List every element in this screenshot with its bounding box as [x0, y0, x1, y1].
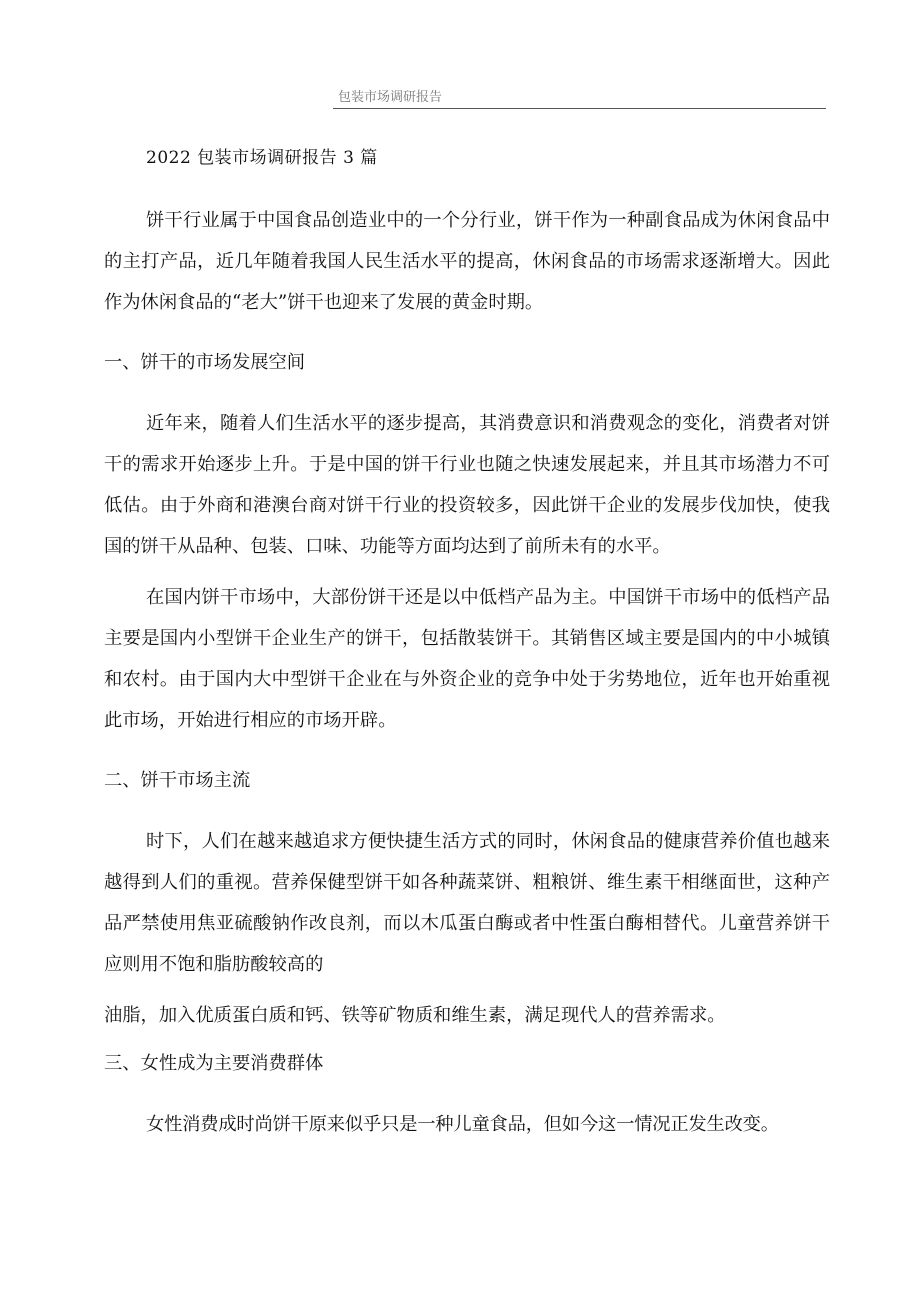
section-2-paragraph-2: 油脂，加入优质蛋白质和钙、铁等矿物质和维生素，满足现代人的营养需求。	[104, 1005, 726, 1026]
section-1-paragraph-1: 近年来，随着人们生活水平的逐步提高，其消费意识和消费观念的变化，消费者对饼干的需求开始逐步上升。于是中国的饼干行业也随之快速发展起来，并且其市场潜力不可低估。由于外商和港澳台商对饼干行业的投资较多，因此饼干企业的发展步伐加快，使我国的饼干从品种、包装、口味、功能等方面均达到了前所未有的水平。	[104, 413, 830, 557]
header-title: 包装市场调研报告	[338, 90, 443, 105]
section-3-heading: 三、女性成为主要消费群体	[104, 1053, 324, 1074]
header-rule	[333, 108, 826, 109]
section-2-paragraph-1: 时下，人们在越来越追求方便快捷生活方式的同时，休闲食品的健康营养价值也越来越得到人们的重视。营养保健型饼干如各种蔬菜饼、粗粮饼、维生素干相继面世，这种产品严禁使用焦亚硫酸钠作改良剂，而以木瓜蛋白酶或者中性蛋白酶相替代。儿童营养饼干应则用不饱和脂肪酸较高的	[104, 831, 830, 975]
section-1-heading: 一、饼干的市场发展空间	[104, 352, 306, 373]
section-3-paragraph-1: 女性消费成时尚饼干原来似乎只是一种儿童食品，但如今这一情况正发生改变。	[146, 1114, 779, 1135]
document-title: 2022 包装市场调研报告 3 篇	[146, 148, 378, 168]
page-header	[0, 88, 920, 110]
intro-paragraph: 饼干行业属于中国食品创造业中的一个分行业，饼干作为一种副食品成为休闲食品中的主打产品，近几年随着我国人民生活水平的提高，休闲食品的市场需求逐渐增大。因此作为休闲食品的“老大”饼干也迎来了发展的黄金时期。	[104, 210, 830, 313]
section-1-paragraph-2: 在国内饼干市场中，大部份饼干还是以中低档产品为主。中国饼干市场中的低档产品主要是国内小型饼干企业生产的饼干，包括散装饼干。其销售区域主要是国内的中小城镇和农村。由于国内大中型饼干企业在与外资企业的竞争中处于劣势地位，近年也开始重视此市场，开始进行相应的市场开辟。	[104, 587, 830, 731]
document-body	[104, 140, 830, 1145]
section-2-heading: 二、饼干市场主流	[104, 770, 251, 791]
